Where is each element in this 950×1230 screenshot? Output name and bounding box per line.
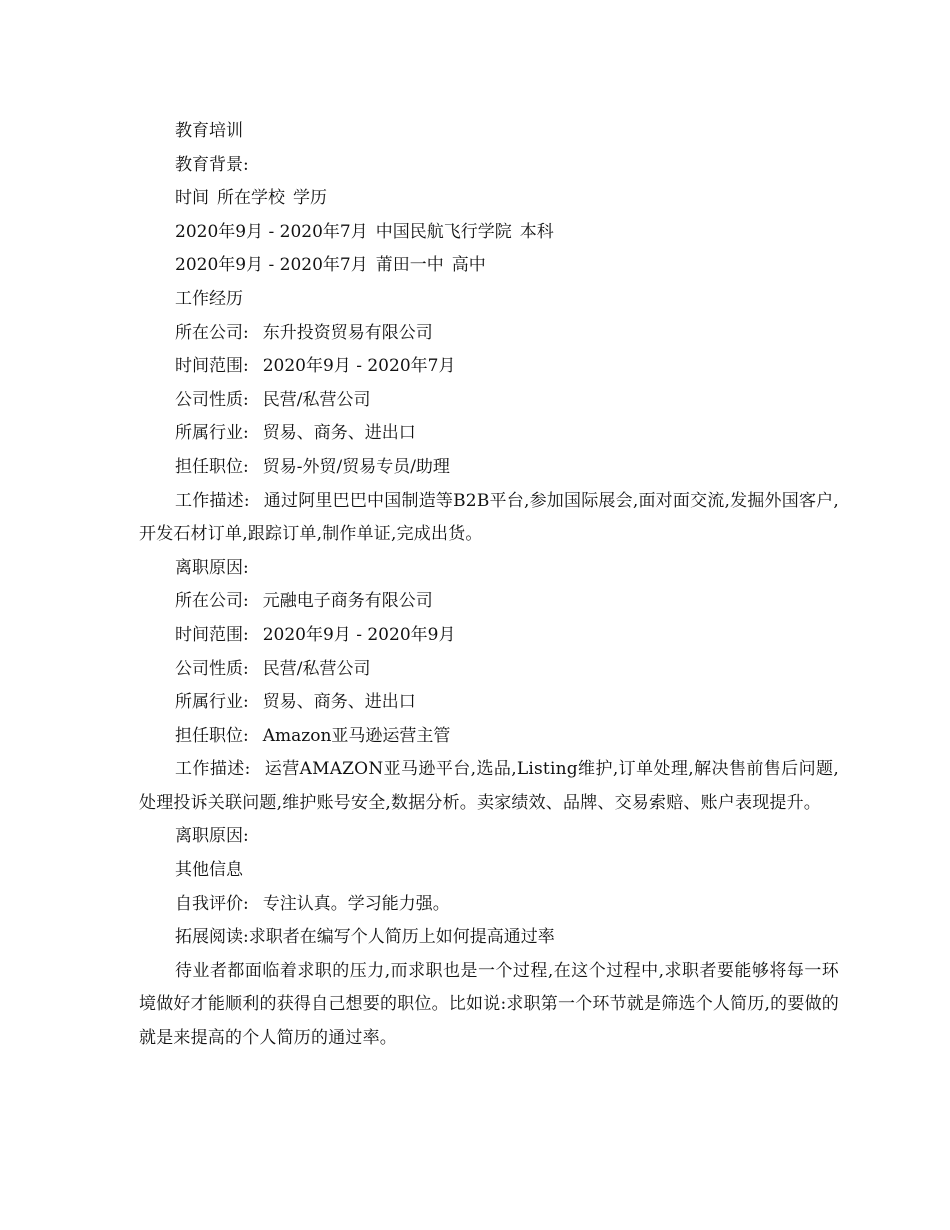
job-period-label: 时间范围:: [175, 356, 249, 377]
job-description-label: 工作描述:: [175, 490, 250, 511]
job-description-paragraph: [139, 753, 839, 820]
job-position-row: [139, 451, 839, 485]
job-position: 贸易-外贸/贸易专员/助理: [262, 456, 450, 477]
education-row: [139, 216, 839, 250]
section-heading-work: 工作经历: [175, 288, 243, 309]
self-evaluation-row: [139, 888, 839, 922]
education-period: 2020年9月 - 2020年7月: [175, 221, 368, 242]
education-header-school: 所在学校: [217, 188, 285, 209]
education-background-label: 教育背景:: [175, 154, 249, 175]
job-leave-reason-label: 离职原因:: [175, 826, 249, 847]
job-nature: 民营/私营公司: [262, 658, 371, 679]
job-nature-row: [139, 384, 839, 418]
extended-reading-title: 拓展阅读:求职者在编写个人简历上如何提高通过率: [175, 927, 555, 948]
job-description-label: 工作描述:: [175, 759, 251, 780]
job-company-label: 所在公司:: [175, 322, 249, 343]
education-row: [139, 249, 839, 283]
job-industry: 贸易、商务、进出口: [262, 692, 416, 713]
job-leave-reason-label: 离职原因:: [175, 557, 249, 578]
section-heading-education: 教育培训: [175, 121, 243, 141]
job-period: 2020年9月 - 2020年7月: [262, 356, 456, 377]
job-nature-label: 公司性质:: [175, 658, 249, 679]
job-company: 东升投资贸易有限公司: [262, 322, 433, 343]
job-industry-label: 所属行业:: [175, 692, 249, 713]
job-position-label: 担任职位:: [175, 456, 249, 477]
job-position-label: 担任职位:: [175, 725, 249, 746]
job-description: 通过阿里巴巴中国制造等B2B平台,参加国际展会,面对面交流,发掘外国客户,开发石材订单,跟踪订单,制作单证,完成出货。: [139, 490, 839, 545]
job-period-row: [139, 619, 839, 653]
job-period: 2020年9月 - 2020年9月: [262, 624, 456, 645]
education-degree: 高中: [451, 255, 486, 276]
job-company: 元融电子商务有限公司: [262, 591, 433, 612]
job-industry: 贸易、商务、进出口: [262, 423, 416, 444]
job-position-row: [139, 720, 839, 754]
job-period-label: 时间范围:: [175, 624, 249, 645]
job-period-row: [139, 350, 839, 384]
education-header-time: 时间: [175, 188, 209, 209]
job-industry-row: [139, 686, 839, 720]
job-nature-row: [139, 653, 839, 687]
document-body: [139, 115, 839, 1056]
job-industry-label: 所属行业:: [175, 423, 249, 444]
job-company-label: 所在公司:: [175, 591, 249, 612]
education-school: 中国民航飞行学院: [375, 221, 512, 242]
job-company-row: [139, 317, 839, 351]
job-nature: 民营/私营公司: [262, 389, 371, 410]
job-industry-row: [139, 417, 839, 451]
job-description-paragraph: [139, 485, 839, 552]
education-header-row: [139, 182, 839, 216]
education-degree: 本科: [519, 221, 554, 242]
job-position: Amazon亚马逊运营主管: [262, 725, 451, 746]
self-evaluation-label: 自我评价:: [175, 893, 249, 914]
job-nature-label: 公司性质:: [175, 389, 249, 410]
education-period: 2020年9月 - 2020年7月: [175, 255, 368, 276]
section-heading-other: 其他信息: [175, 860, 243, 881]
self-evaluation: 专注认真。学习能力强。: [262, 893, 450, 914]
job-description: 运营AMAZON亚马逊平台,选品,Listing维护,订单处理,解决售前售后问题,处理投诉关联问题,维护账号安全,数据分析。卖家绩效、品牌、交易索赔、账户表现提升。: [139, 759, 839, 813]
closing-paragraph: 待业者都面临着求职的压力,而求职也是一个过程,在这个过程中,求职者要能够将每一环境做好才能顺利的获得自己想要的职位。比如说:求职第一个环节就是筛选个人简历,的要做的就是来提高的个人简历的通过率。: [139, 960, 839, 1049]
education-header-degree: 学历: [293, 188, 327, 209]
job-company-row: [139, 585, 839, 619]
education-school: 莆田一中: [375, 255, 444, 276]
